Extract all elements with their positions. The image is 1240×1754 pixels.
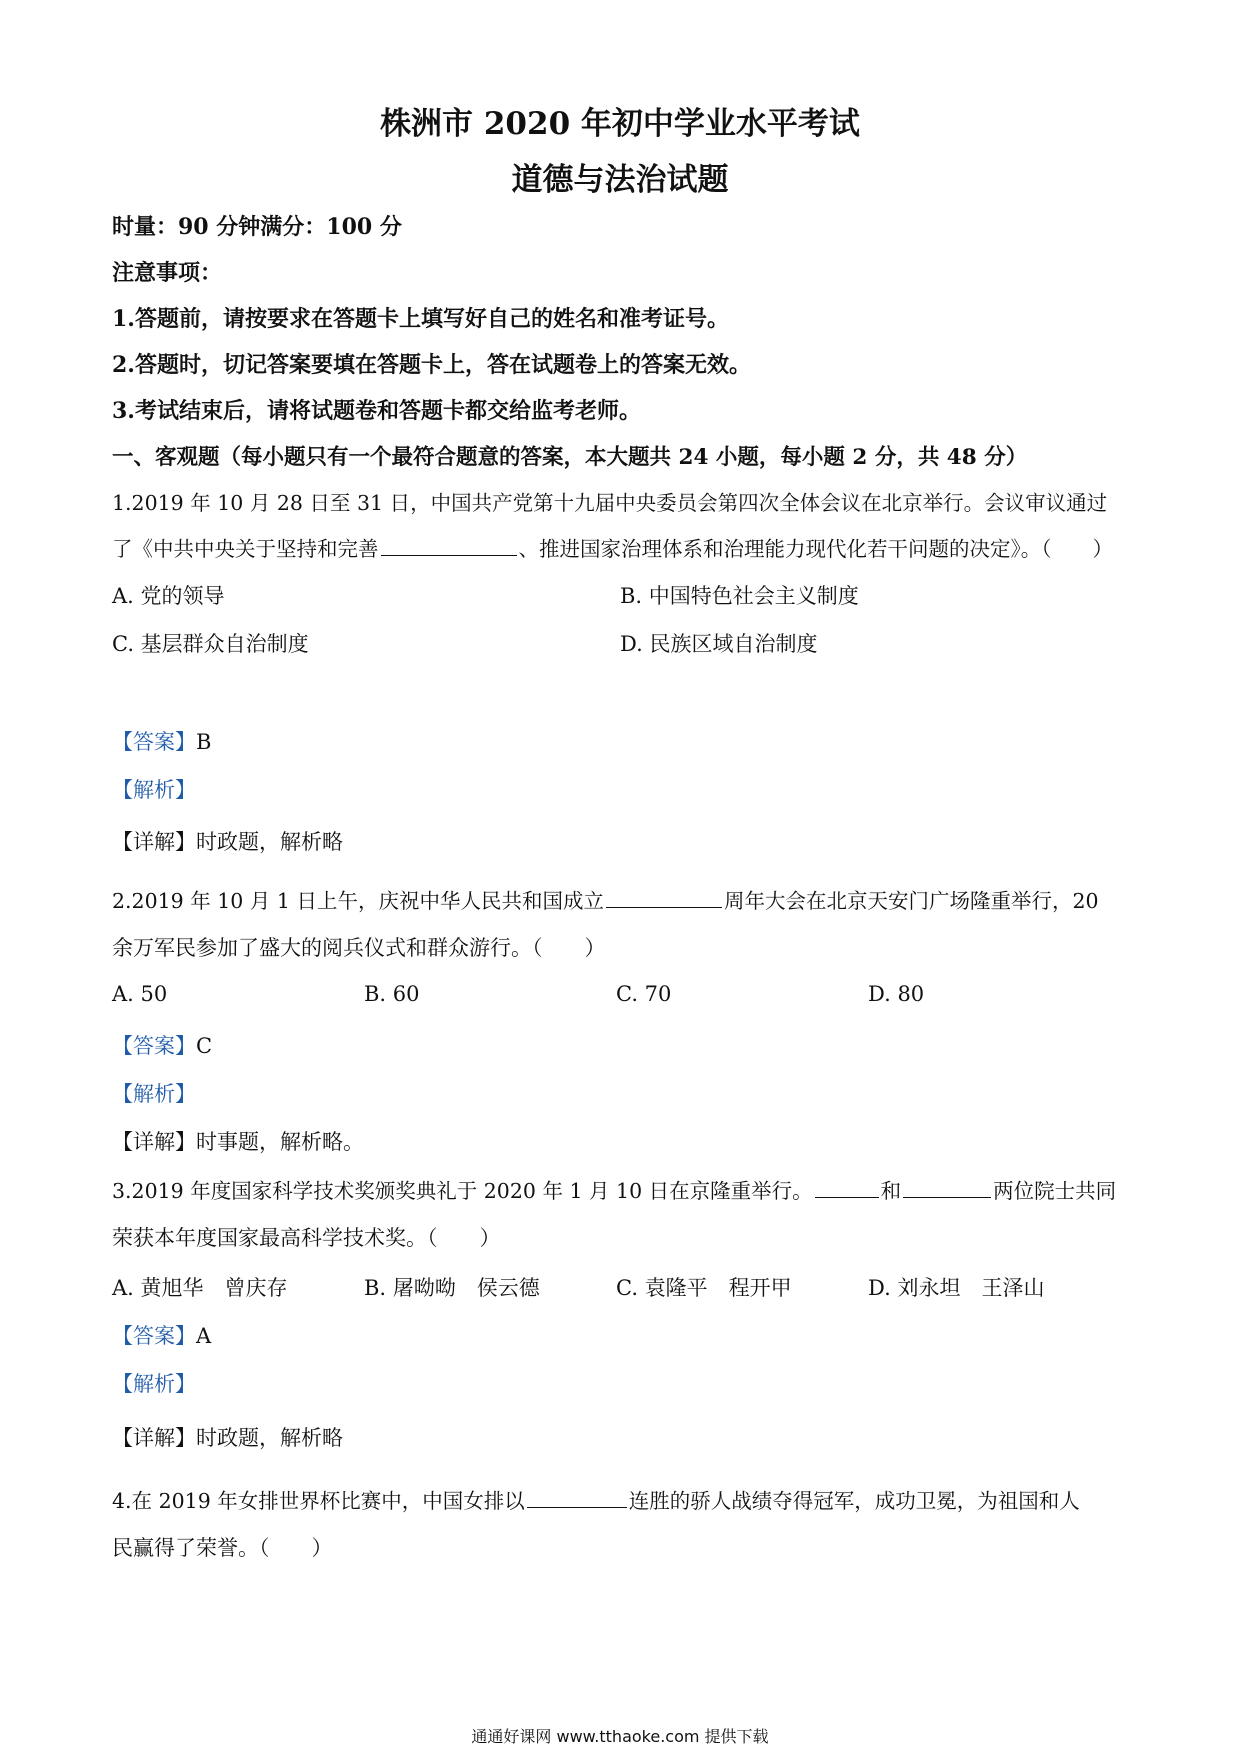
option-b: B. 60 — [364, 982, 420, 1006]
option-b: B. 中国特色社会主义制度 — [620, 584, 859, 608]
question-text: 了《中共中央关于坚持和完善 — [112, 537, 379, 561]
question-text: 2.2019 年 10 月 1 日上午，庆祝中华人民共和国成立 — [112, 889, 604, 913]
notice-item: 3.考试结束后，请将试题卷和答题卡都交给监考老师。 — [112, 398, 641, 424]
question-2-line: 余万军民参加了盛大的阅兵仪式和群众游行。（ ） — [112, 936, 606, 960]
question-text: 、推进国家治理体系和治理能力现代化若干问题的决定》。（ ） — [518, 537, 1113, 561]
exam-title: 株洲市 2020 年初中学业水平考试 — [380, 106, 860, 142]
question-3-line: 荣获本年度国家最高科学技术奖。（ ） — [112, 1226, 501, 1250]
option-a: A. 50 — [112, 982, 168, 1006]
analysis-label: 【解析】 — [112, 1372, 196, 1396]
page-footer: 通通好课网 www.tthaoke.com 提供下载 — [471, 1727, 769, 1746]
question-text: 和 — [880, 1179, 902, 1203]
question-text: 周年大会在北京天安门广场隆重举行，20 — [723, 889, 1099, 913]
detail-line: 【详解】时政题，解析略 — [112, 830, 343, 854]
answer-line — [112, 1320, 211, 1350]
section-heading: 一、客观题（每小题只有一个最符合题意的答案，本大题共 24 小题，每小题 2 分，共 48 分） — [112, 445, 1028, 470]
question-text: 连胜的骄人战绩夺得冠军，成功卫冕，为祖国和人 — [628, 1489, 1080, 1513]
answer-blank — [381, 535, 517, 556]
answer-blank — [527, 1487, 627, 1508]
option-d: D. 80 — [868, 982, 925, 1006]
notice-item: 2.答题时，切记答案要填在答题卡上，答在试题卷上的答案无效。 — [112, 352, 751, 378]
question-4-line: 民赢得了荣誉。（ ） — [112, 1536, 333, 1560]
question-4-line — [112, 1484, 1080, 1514]
question-2-line — [112, 884, 1099, 914]
answer-line — [112, 726, 211, 756]
answer-value: B — [196, 730, 212, 754]
exam-subtitle: 道德与法治试题 — [511, 162, 729, 198]
question-1-line — [112, 532, 1113, 562]
question-1-line: 1.2019 年 10 月 28 日至 31 日，中国共产党第十九届中央委员会第四次全体会议在北京举行。会议审议通过 — [112, 491, 1108, 515]
answer-label: 【答案】 — [112, 1034, 196, 1058]
option-d: D. 刘永坦 王泽山 — [868, 1276, 1045, 1300]
option-c: C. 70 — [616, 982, 672, 1006]
question-3-line — [112, 1174, 1116, 1204]
question-text: 3.2019 年度国家科学技术奖颁奖典礼于 2020 年 1 月 10 日在京隆重举行。 — [112, 1179, 813, 1203]
analysis-label: 【解析】 — [112, 778, 196, 802]
answer-label: 【答案】 — [112, 730, 196, 754]
exam-meta: 时量：90 分钟满分：100 分 — [112, 214, 402, 240]
answer-line — [112, 1030, 212, 1060]
option-a: A. 黄旭华 曾庆存 — [112, 1276, 288, 1300]
detail-line: 【详解】时事题，解析略。 — [112, 1130, 364, 1154]
option-d: D. 民族区域自治制度 — [620, 632, 818, 656]
notice-title: 注意事项： — [112, 260, 223, 286]
answer-value: C — [196, 1034, 213, 1058]
analysis-label: 【解析】 — [112, 1082, 196, 1106]
question-text: 4.在 2019 年女排世界杯比赛中，中国女排以 — [112, 1489, 525, 1513]
answer-blank — [815, 1177, 879, 1198]
question-text: 两位院士共同 — [993, 1179, 1117, 1203]
option-b: B. 屠呦呦 侯云德 — [364, 1276, 540, 1300]
answer-value: A — [196, 1324, 212, 1348]
option-c: C. 基层群众自治制度 — [112, 632, 309, 656]
answer-label: 【答案】 — [112, 1324, 196, 1348]
detail-line: 【详解】时政题，解析略 — [112, 1426, 343, 1450]
option-a: A. 党的领导 — [112, 584, 225, 608]
answer-blank — [606, 887, 722, 908]
answer-blank — [903, 1177, 991, 1198]
notice-item: 1.答题前，请按要求在答题卡上填写好自己的姓名和准考证号。 — [112, 306, 729, 332]
option-c: C. 袁隆平 程开甲 — [616, 1276, 792, 1300]
